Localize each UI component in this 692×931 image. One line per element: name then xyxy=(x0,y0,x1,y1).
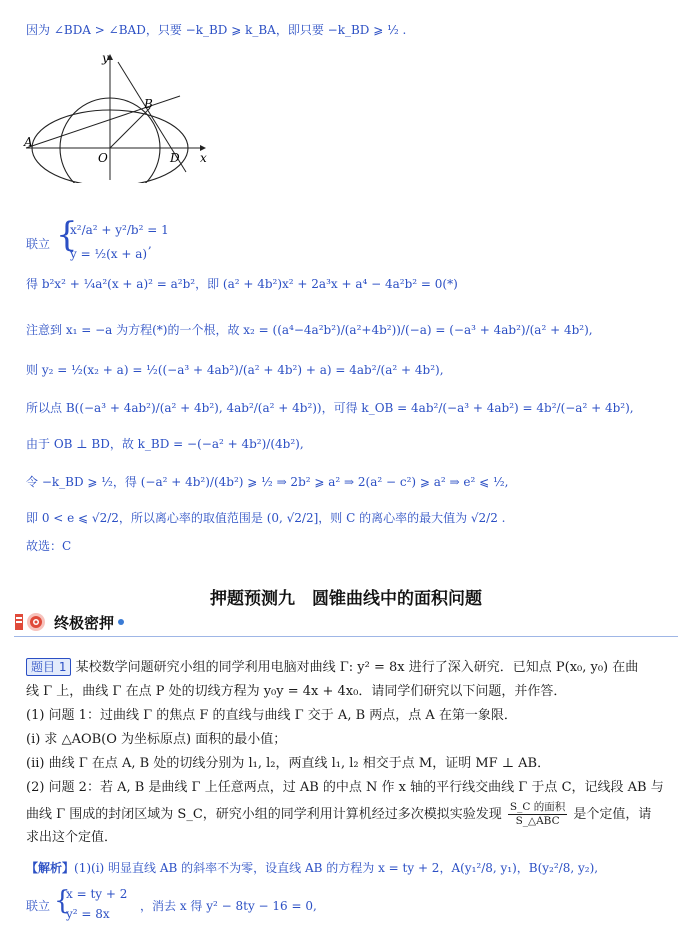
banner-underline xyxy=(14,636,678,637)
analysis-line-1: 【解析】(1)(i) 明显直线 AB 的斜率不为零，设直线 AB 的方程为 x = ty + 2，A(y₁²/8, y₁)，B(y₂²/8, y₂), xyxy=(26,861,599,875)
solution-line-9: 即 0 < e ⩽ √2/2，所以离心率的取值范围是 (0, √2/2]，则 C 的离心率的最大值为 √2/2 . xyxy=(26,511,506,525)
banner-title: 终极密押 xyxy=(54,613,115,632)
system1-eq2: y = ½(x + a) xyxy=(70,247,148,261)
ellipse-circle-graph xyxy=(22,48,212,183)
banner-dot-icon xyxy=(118,619,124,625)
system2-suffix: ，消去 x 得 y² − 8ty − 16 = 0, xyxy=(140,899,317,913)
analysis-label: 【解析】 xyxy=(26,861,75,875)
solution-line-3: 得 b²x² + ¼a²(x + a)² = a²b²，即 (a² + 4b²)x² + 2a³x + a⁴ − 4a²b² = 0(*) xyxy=(26,277,458,291)
problem-line-6: (2) 问题 2：若 A, B 是曲线 Γ 上任意两点，过 AB 的中点 N 作 x 轴的平行线交曲线 Γ 于点 C，记线段 AB 与 xyxy=(26,780,664,795)
problem-line-4: (i) 求 △AOB(O 为坐标原点) 面积的最小值； xyxy=(26,732,287,747)
system1-brace: { xyxy=(56,215,78,255)
problem-line-5: (ii) 曲线 Γ 在点 A, B 处的切线分别为 l₁, l₂，两直线 l₁, l₂ 相交于点 M，证明 MF ⊥ AB． xyxy=(26,756,551,771)
solution-line-8: 令 −k_BD ⩾ ½，得 (−a² + 4b²)/(4b²) ⩾ ½ ⇒ 2b² ⩾ a² ⇒ 2(a² − c²) ⩾ a² ⇒ e² ⩽ ½, xyxy=(26,475,509,489)
problem-line-1: 题目 1 某校数学问题研究小组的同学利用电脑对曲线 Γ: y² = 8x 进行了深入研究．已知点 P(x₀, y₀) 在曲 xyxy=(26,658,638,676)
system2-brace: { xyxy=(54,886,71,916)
area-ratio-fraction: $\frac{\text{S\_C 的面积}}{\text{S\_△ABC}}$ xyxy=(509,801,566,827)
system1-eq1: x²/a² + y²/b² = 1 xyxy=(70,223,169,237)
solution-line-7: 由于 OB ⊥ BD，故 k_BD = −(−a² + 4b²)/(4b²), xyxy=(26,437,304,451)
system2-eq1: x = ty + 2 xyxy=(66,887,128,901)
system1-suffix: , xyxy=(148,237,152,251)
graph-label-x: x xyxy=(200,151,207,165)
problem-line-7: 曲线 Γ 围成的封闭区域为 S_C，研究小组的同学利用计算机经过多次模拟实验发现 $\frac{\text{S\_C 的面积}}{\text{S\_△ABC}}$ 是个定值，请 xyxy=(26,801,652,827)
graph-label-A: A xyxy=(24,135,33,149)
graph-label-O: O xyxy=(98,151,108,165)
solution-line-4: 注意到 x₁ = −a 为方程(*)的一个根，故 x₂ = ((a⁴−4a²b²)/(a²+4b²))/(−a) = (−a³ + 4ab²)/(a² + 4b²), xyxy=(26,323,593,337)
solution-line-6: 所以点 B((−a³ + 4ab²)/(a² + 4b²), 4ab²/(a² + 4b²))，可得 k_OB = 4ab²/(−a³ + 4ab²) = 4b²/(−a² + 4b²), xyxy=(26,401,634,415)
solution-line-5: 则 y₂ = ½(x₂ + a) = ½((−a³ + 4ab²)/(a² + 4b²) + a) = 4ab²/(a² + 4b²), xyxy=(26,363,444,377)
problem-line-2: 线 Γ 上，曲线 Γ 在点 P 处的切线方程为 y₀y = 4x + 4x₀．请同学们研究以下问题，并作答． xyxy=(26,684,567,699)
target-icon xyxy=(14,611,48,633)
graph-label-D: D xyxy=(170,151,180,165)
section-title: 押题预测九 圆锥曲线中的面积问题 xyxy=(210,589,482,609)
graph-label-B: B xyxy=(144,97,153,111)
system2-eq2: y² = 8x xyxy=(66,907,110,921)
problem-line-8: 求出这个定值． xyxy=(26,830,118,845)
problem-line-3: (1) 问题 1：过曲线 Γ 的焦点 F 的直线与曲线 Γ 交于 A, B 两点，点 A 在第一象限． xyxy=(26,708,517,723)
system2-prefix: 联立 xyxy=(26,899,51,913)
problem-tag: 题目 1 xyxy=(26,658,71,676)
section-banner xyxy=(14,610,124,634)
graph-label-y: y xyxy=(102,51,109,65)
solution-line-1: 因为 ∠BDA > ∠BAD，只要 −k_BD ⩾ k_BA，即只要 −k_BD ⩾ ½ . xyxy=(26,23,407,37)
system1-prefix: 联立 xyxy=(26,237,51,251)
solution-line-10: 故选：C xyxy=(26,539,72,553)
